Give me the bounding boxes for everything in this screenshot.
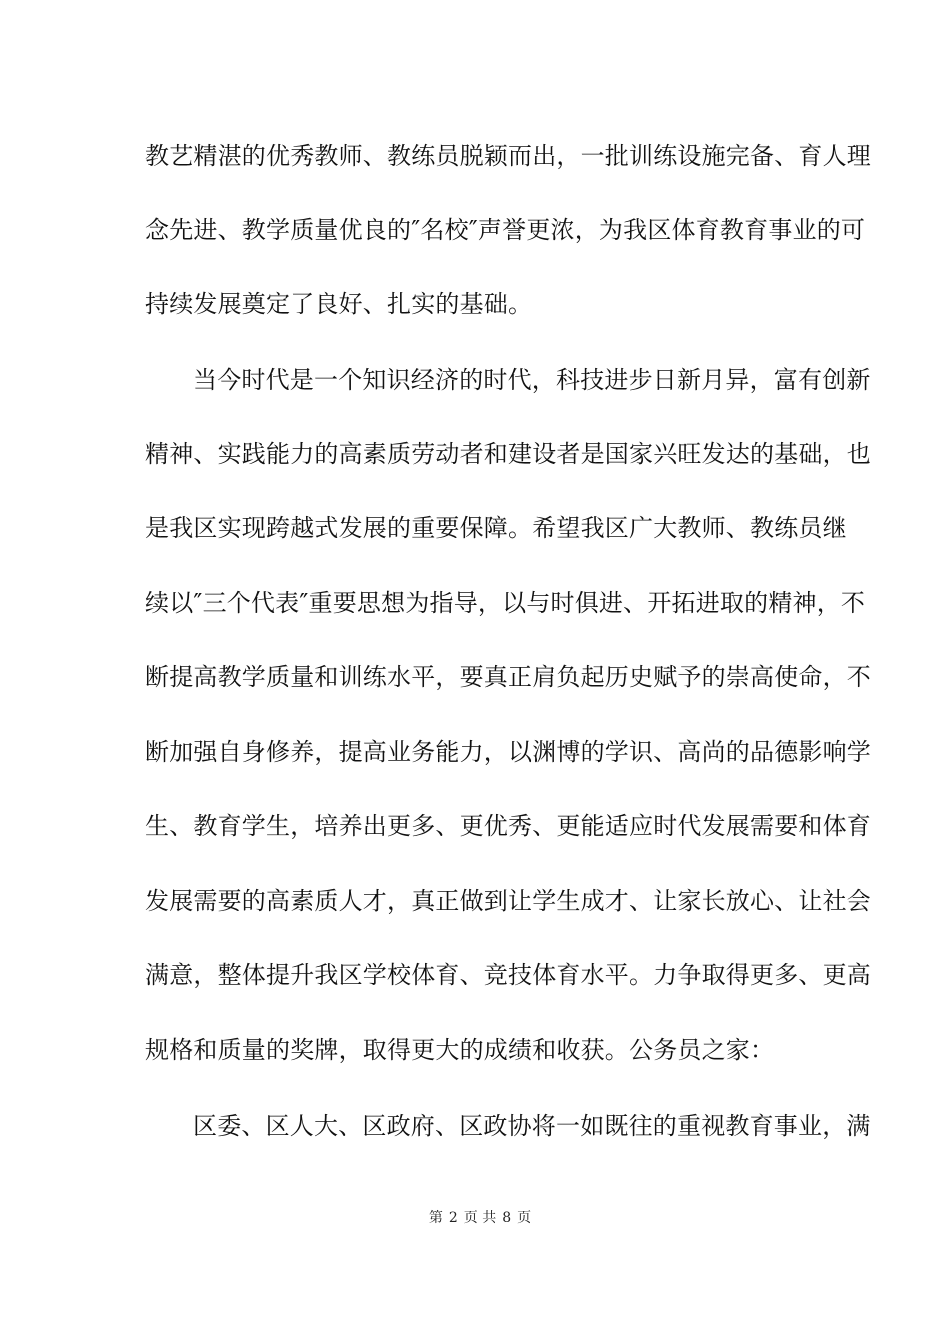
footer-suffix: 页 [517, 1210, 532, 1226]
text-line: 是我区实现跨越式发展的重要保障。希望我区广大教师、教练员继 [145, 514, 847, 542]
footer-middle: 页 共 [463, 1210, 497, 1226]
text-line: 断提高教学质量和训练水平，要真正肩负起历史赋予的崇高使命，不 [145, 663, 871, 691]
text-line: 规格和质量的奖牌，取得更大的成绩和收获。公务员之家： [145, 1036, 775, 1064]
text-line: 生、教育学生，培养出更多、更优秀、更能适应时代发展需要和体育 [145, 812, 871, 840]
text-line: 续以″三个代表″重要思想为指导，以与时俱进、开拓进取的精神，不 [145, 589, 866, 617]
text-line: 持续发展奠定了良好、扎实的基础。 [145, 290, 533, 318]
paragraph-first-line: 当今时代是一个知识经济的时代，科技进步日新月异，富有创新 [193, 366, 871, 394]
current-page-number: 2 [448, 1210, 458, 1226]
footer-prefix: 第 [428, 1210, 443, 1226]
text-line: 教艺精湛的优秀教师、教练员脱颖而出，一批训练设施完备、育人理 [145, 142, 871, 170]
page-footer [0, 1208, 950, 1228]
paragraph-first-line: 区委、区人大、区政府、区政协将一如既往的重视教育事业，满 [193, 1112, 871, 1140]
text-line: 精神、实践能力的高素质劳动者和建设者是国家兴旺发达的基础，也 [145, 440, 871, 468]
text-line: 念先进、教学质量优良的″名校″声誉更浓，为我区体育教育事业的可 [145, 216, 866, 244]
text-line: 发展需要的高素质人才，真正做到让学生成才、让家长放心、让社会 [145, 887, 871, 915]
total-pages-number: 8 [502, 1210, 512, 1226]
text-line: 满意，整体提升我区学校体育、竞技体育水平。力争取得更多、更高 [145, 961, 871, 989]
text-line: 断加强自身修养，提高业务能力，以渊博的学识、高尚的品德影响学 [145, 738, 871, 766]
